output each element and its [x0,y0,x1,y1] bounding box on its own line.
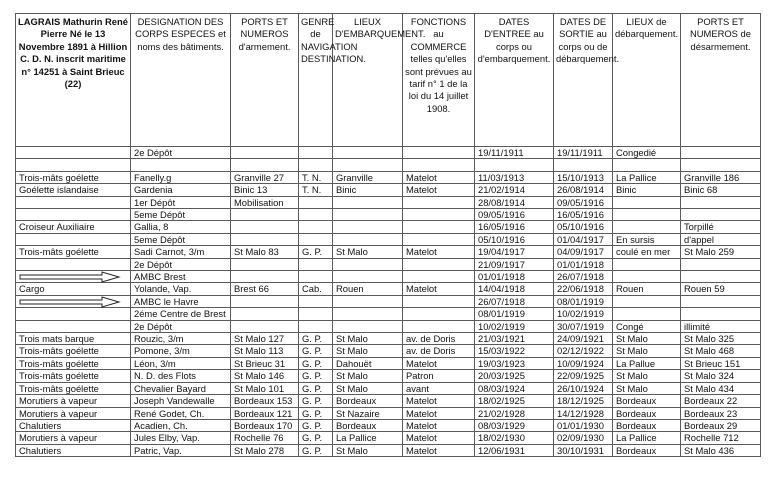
cell-date-entree: 16/05/1916 [475,221,554,233]
cell-lieu-embarquement [333,271,403,283]
cell-port-desarmement: Bordeaux 29 [681,419,761,431]
cell-port-armement: St Malo 101 [231,382,299,394]
cell-lieu-debarquement [613,196,681,208]
cell-port-armement [231,209,299,221]
cell-vessel-type [16,308,131,320]
cell-fonction: Matelot [403,357,475,369]
cell-fonction [403,147,475,159]
cell-vessel-type [16,320,131,332]
cell-port-armement: Granville 27 [231,171,299,183]
cell-lieu-debarquement: Bordeaux [613,419,681,431]
cell-port-armement: Brest 66 [231,283,299,295]
cell-port-armement: St Malo 146 [231,370,299,382]
cell-vessel-type [16,258,131,270]
cell-port-armement: St Malo 127 [231,333,299,345]
cell-date-entree: 18/02/1930 [475,432,554,444]
cell-fonction: Matelot [403,246,475,258]
cell-port-armement: Bordeaux 170 [231,419,299,431]
cell-vessel-type: Trois mats barque [16,333,131,345]
cell-port-armement [231,308,299,320]
cell-date-entree: 19/04/1917 [475,246,554,258]
cell-genre-navigation: G. P. [299,382,333,394]
cell-fonction: Matelot [403,432,475,444]
cell-port-armement [231,221,299,233]
cell-lieu-debarquement [613,295,681,307]
table-row [16,357,761,369]
cell-vessel-type: Chalutiers [16,444,131,456]
cell-genre-navigation: G. P. [299,333,333,345]
cell-port-armement [231,295,299,307]
cell-vessel-type [16,271,131,283]
cell-port-desarmement [681,271,761,283]
cell-port-desarmement [681,147,761,159]
table-row [16,395,761,407]
cell-fonction [403,271,475,283]
cell-designation: Yolande, Vap. [131,283,231,295]
cell-lieu-debarquement: Bordeaux [613,395,681,407]
cell-port-armement [231,159,299,171]
cell-date-sortie: 30/10/1931 [554,444,613,456]
cell-date-entree: 26/07/1918 [475,295,554,307]
cell-lieu-embarquement [333,221,403,233]
table-row [16,295,761,307]
cell-port-armement [231,233,299,245]
cell-port-armement: Bordeaux 153 [231,395,299,407]
table-row [16,196,761,208]
cell-designation: Sadi Carnot, 3/m [131,246,231,258]
cell-genre-navigation [299,258,333,270]
cell-lieu-debarquement: Bordeaux [613,444,681,456]
cell-designation: Rouzic, 3/m [131,333,231,345]
cell-port-desarmement: St Malo 259 [681,246,761,258]
cell-lieu-embarquement: St Nazaire [333,407,403,419]
cell-vessel-type: Morutiers à vapeur [16,395,131,407]
cell-fonction: Matelot [403,171,475,183]
cell-date-entree: 14/04/1918 [475,283,554,295]
table-row [16,432,761,444]
cell-vessel-type [16,295,131,307]
cell-vessel-type: Trois-mâts goélette [16,246,131,258]
table-row [16,159,761,171]
cell-date-sortie: 22/09/1925 [554,370,613,382]
cell-lieu-debarquement: La Pallue [613,357,681,369]
cell-port-desarmement: St Malo 325 [681,333,761,345]
cell-lieu-debarquement: Rouen [613,283,681,295]
cell-port-armement: Rochelle 76 [231,432,299,444]
cell-vessel-type [16,147,131,159]
cell-lieu-embarquement: Rouen [333,283,403,295]
table-row [16,345,761,357]
table-row [16,171,761,183]
cell-vessel-type [16,209,131,221]
cell-fonction [403,209,475,221]
cell-date-entree: 21/03/1921 [475,333,554,345]
cell-vessel-type: Trois-mâts goélette [16,382,131,394]
cell-fonction [403,196,475,208]
cell-fonction [403,221,475,233]
cell-date-sortie: 24/09/1921 [554,333,613,345]
cell-genre-navigation: T. N. [299,171,333,183]
cell-lieu-embarquement: Granville [333,171,403,183]
cell-designation: AMBC le Havre [131,295,231,307]
cell-lieu-debarquement: Binic [613,184,681,196]
cell-date-entree: 15/03/1922 [475,345,554,357]
header-designation: DESIGNATION DES CORPS ESPECES et noms des bâtiments. [131,14,231,147]
cell-genre-navigation: G. P. [299,407,333,419]
cell-genre-navigation [299,209,333,221]
cell-lieu-debarquement: coulé en mer [613,246,681,258]
cell-fonction [403,159,475,171]
cell-date-entree: 05/10/1916 [475,233,554,245]
table-row [16,419,761,431]
cell-lieu-debarquement: Congedié [613,147,681,159]
cell-genre-navigation: G. P. [299,444,333,456]
cell-date-entree: 08/01/1919 [475,308,554,320]
table-row [16,147,761,159]
cell-vessel-type: Cargo [16,283,131,295]
cell-port-desarmement [681,295,761,307]
cell-lieu-debarquement: La Pallice [613,432,681,444]
cell-vessel-type: Trois-mâts goélette [16,370,131,382]
header-fonctions: FONCTIONS au COMMERCE telles qu'elles sont prévues au tarif n° 1 de la loi du 14 juillet 1908. [403,14,475,147]
cell-date-sortie: 14/12/1928 [554,407,613,419]
cell-lieu-embarquement [333,159,403,171]
cell-port-armement: Bordeaux 121 [231,407,299,419]
cell-port-armement [231,320,299,332]
cell-lieu-embarquement [333,147,403,159]
cell-vessel-type: Goélette islandaise [16,184,131,196]
cell-vessel-type: Morutiers à vapeur [16,432,131,444]
header-dates-entree: DATES D'ENTREE au corps ou d'embarquement. [475,14,554,147]
table-row [16,258,761,270]
cell-designation: Joseph Vandewalle [131,395,231,407]
cell-genre-navigation: G. P. [299,432,333,444]
cell-date-sortie: 10/02/1919 [554,308,613,320]
cell-date-sortie: 08/01/1919 [554,295,613,307]
cell-port-armement: Mobilisation [231,196,299,208]
cell-lieu-embarquement [333,196,403,208]
cell-genre-navigation: G. P. [299,395,333,407]
table-row [16,407,761,419]
cell-fonction [403,295,475,307]
table-row [16,382,761,394]
cell-designation: Léon, 3/m [131,357,231,369]
cell-genre-navigation: T. N. [299,184,333,196]
cell-port-desarmement: St Malo 324 [681,370,761,382]
cell-port-desarmement: St Brieuc 151 [681,357,761,369]
cell-genre-navigation: G. P. [299,246,333,258]
cell-designation: N. D. des Flots [131,370,231,382]
table-row [16,246,761,258]
cell-genre-navigation [299,147,333,159]
cell-port-desarmement: Granville 186 [681,171,761,183]
cell-designation: Gallia, 8 [131,221,231,233]
cell-fonction: Matelot [403,184,475,196]
cell-port-desarmement: Bordeaux 22 [681,395,761,407]
cell-fonction [403,320,475,332]
cell-lieu-embarquement: Bordeaux [333,395,403,407]
cell-port-desarmement: illimité [681,320,761,332]
cell-port-desarmement [681,196,761,208]
cell-lieu-embarquement: St Malo [333,333,403,345]
cell-lieu-debarquement: St Malo [613,370,681,382]
cell-vessel-type: Croiseur Auxiliaire [16,221,131,233]
cell-date-sortie: 15/10/1913 [554,171,613,183]
cell-date-sortie: 22/06/1918 [554,283,613,295]
cell-designation: Chevalier Bayard [131,382,231,394]
cell-genre-navigation: G. P. [299,419,333,431]
cell-vessel-type: Trois-mâts goélette [16,345,131,357]
header-dates-sortie: DATES DE SORTIE au corps ou de débarquement. [554,14,613,147]
cell-lieu-embarquement: St Malo [333,444,403,456]
cell-lieu-debarquement [613,221,681,233]
cell-fonction: Matelot [403,444,475,456]
cell-port-desarmement: Torpillé [681,221,761,233]
cell-lieu-embarquement [333,209,403,221]
cell-date-sortie: 26/07/1918 [554,271,613,283]
cell-date-entree: 21/02/1914 [475,184,554,196]
cell-port-desarmement [681,159,761,171]
cell-date-sortie: 05/10/1916 [554,221,613,233]
cell-port-armement: St Malo 113 [231,345,299,357]
cell-date-sortie [554,159,613,171]
cell-designation: 5eme Dépôt [131,233,231,245]
cell-fonction: Matelot [403,407,475,419]
cell-date-entree: 01/01/1918 [475,271,554,283]
cell-date-entree: 19/11/1911 [475,147,554,159]
cell-date-entree: 28/08/1914 [475,196,554,208]
cell-port-desarmement [681,308,761,320]
cell-port-armement [231,258,299,270]
cell-designation: René Godet, Ch. [131,407,231,419]
cell-vessel-type [16,233,131,245]
cell-date-entree: 18/02/1925 [475,395,554,407]
cell-designation: Patric, Vap. [131,444,231,456]
cell-date-sortie: 01/04/1917 [554,233,613,245]
cell-designation: Pomone, 3/m [131,345,231,357]
cell-port-desarmement: St Malo 468 [681,345,761,357]
cell-fonction: Matelot [403,283,475,295]
cell-lieu-embarquement: St Malo [333,382,403,394]
cell-date-sortie: 10/09/1924 [554,357,613,369]
cell-designation: 2e Dépôt [131,147,231,159]
cell-designation: 1er Dépôt [131,196,231,208]
cell-date-sortie: 01/01/1930 [554,419,613,431]
cell-date-entree: 21/02/1928 [475,407,554,419]
cell-fonction: Matelot [403,395,475,407]
cell-lieu-debarquement: Bordeaux [613,407,681,419]
cell-lieu-debarquement [613,271,681,283]
table-row [16,370,761,382]
cell-date-sortie: 19/11/1911 [554,147,613,159]
cell-lieu-embarquement: La Pallice [333,432,403,444]
cell-date-sortie: 02/12/1922 [554,345,613,357]
cell-lieu-debarquement [613,159,681,171]
cell-genre-navigation [299,159,333,171]
cell-designation: 5eme Dépôt [131,209,231,221]
cell-date-sortie: 26/10/1924 [554,382,613,394]
right-arrow-icon [20,272,120,282]
cell-date-entree: 10/02/1919 [475,320,554,332]
cell-date-entree: 08/03/1929 [475,419,554,431]
cell-designation: Gardenia [131,184,231,196]
service-record-table [15,13,761,457]
cell-date-sortie: 26/08/1914 [554,184,613,196]
cell-fonction [403,308,475,320]
cell-lieu-debarquement: St Malo [613,382,681,394]
cell-vessel-type: Trois-mâts goélette [16,357,131,369]
cell-date-entree: 21/09/1917 [475,258,554,270]
cell-designation: Jules Elby, Vap. [131,432,231,444]
cell-port-desarmement: St Malo 436 [681,444,761,456]
cell-date-entree: 12/06/1931 [475,444,554,456]
cell-genre-navigation [299,233,333,245]
cell-port-desarmement: d'appel [681,233,761,245]
cell-lieu-debarquement: St Malo [613,333,681,345]
cell-fonction: Patron [403,370,475,382]
cell-designation: AMBC Brest [131,271,231,283]
cell-genre-navigation: Cab. [299,283,333,295]
cell-fonction: Matelot [403,419,475,431]
header-lieux-embarquement: LIEUX D'EMBARQUEMENT. [333,14,403,147]
header-ports-armement: PORTS ET NUMEROS d'armement. [231,14,299,147]
cell-date-sortie: 30/07/1919 [554,320,613,332]
cell-lieu-debarquement: St Malo [613,345,681,357]
cell-lieu-embarquement [333,295,403,307]
cell-date-entree: 11/03/1913 [475,171,554,183]
cell-lieu-debarquement: En sursis [613,233,681,245]
cell-vessel-type: Trois-mâts goélette [16,171,131,183]
table-row [16,221,761,233]
cell-port-desarmement: Rouen 59 [681,283,761,295]
cell-date-sortie: 18/12/1925 [554,395,613,407]
cell-genre-navigation: G. P. [299,345,333,357]
cell-fonction: avant [403,382,475,394]
right-arrow-icon [20,297,120,307]
cell-date-sortie: 01/01/1918 [554,258,613,270]
table-row [16,308,761,320]
table-row [16,271,761,283]
cell-lieu-embarquement: St Malo [333,345,403,357]
cell-port-desarmement [681,209,761,221]
cell-port-armement: St Malo 83 [231,246,299,258]
cell-genre-navigation [299,271,333,283]
header-person: LAGRAIS Mathurin René Pierre Né le 13 Novembre 1891 à Hillion C. D. N. inscrit maritime n° 14251 à Saint Brieuc (22) [16,14,131,147]
cell-lieu-embarquement: St Malo [333,370,403,382]
cell-date-entree: 09/05/1916 [475,209,554,221]
cell-fonction [403,233,475,245]
table-row [16,320,761,332]
cell-date-sortie: 09/05/1916 [554,196,613,208]
cell-lieu-embarquement: Bordeaux [333,419,403,431]
cell-genre-navigation [299,221,333,233]
cell-date-entree [475,159,554,171]
cell-date-sortie: 02/09/1930 [554,432,613,444]
cell-port-desarmement: St Malo 434 [681,382,761,394]
table-row [16,333,761,345]
cell-port-desarmement [681,258,761,270]
cell-lieu-debarquement [613,258,681,270]
cell-port-armement: St Malo 278 [231,444,299,456]
cell-fonction [403,258,475,270]
cell-port-desarmement: Rochelle 712 [681,432,761,444]
cell-lieu-embarquement: St Malo [333,246,403,258]
cell-genre-navigation: G. P. [299,357,333,369]
header-genre-navigation: GENRE de NAVIGATION DESTINATION. [299,14,333,147]
cell-designation: Fanelly.g [131,171,231,183]
table-row [16,209,761,221]
cell-port-armement: Binic 13 [231,184,299,196]
cell-designation: 2e Dépôt [131,320,231,332]
cell-fonction: av. de Doris [403,333,475,345]
cell-lieu-debarquement [613,209,681,221]
cell-lieu-embarquement: Dahouët [333,357,403,369]
header-row [16,14,761,147]
table-row [16,444,761,456]
cell-lieu-debarquement [613,308,681,320]
cell-port-desarmement: Binic 68 [681,184,761,196]
header-ports-desarmement: PORTS ET NUMEROS de désarmement. [681,14,761,147]
table-row [16,283,761,295]
cell-lieu-embarquement [333,233,403,245]
cell-vessel-type: Morutiers à vapeur [16,407,131,419]
cell-lieu-embarquement [333,258,403,270]
cell-designation: Acadien, Ch. [131,419,231,431]
cell-designation [131,159,231,171]
header-lieux-debarquement: LIEUX de débarquement. [613,14,681,147]
cell-lieu-embarquement [333,320,403,332]
cell-vessel-type [16,159,131,171]
cell-genre-navigation [299,295,333,307]
cell-lieu-debarquement: La Pallice [613,171,681,183]
cell-vessel-type: Chalutiers [16,419,131,431]
cell-lieu-debarquement: Congé [613,320,681,332]
cell-genre-navigation [299,196,333,208]
table-row [16,233,761,245]
cell-date-sortie: 04/09/1917 [554,246,613,258]
cell-genre-navigation: G. P. [299,370,333,382]
cell-date-entree: 08/03/1924 [475,382,554,394]
cell-designation: 2e Dépôt [131,258,231,270]
cell-date-entree: 20/03/1925 [475,370,554,382]
cell-port-armement [231,147,299,159]
cell-port-armement: St Brieuc 31 [231,357,299,369]
table-row [16,184,761,196]
cell-lieu-embarquement [333,308,403,320]
cell-genre-navigation [299,320,333,332]
cell-designation: 2éme Centre de Brest [131,308,231,320]
cell-fonction: av. de Doris [403,345,475,357]
cell-port-armement [231,271,299,283]
cell-date-entree: 19/03/1923 [475,357,554,369]
cell-genre-navigation [299,308,333,320]
cell-date-sortie: 16/05/1916 [554,209,613,221]
cell-port-desarmement: Bordeaux 23 [681,407,761,419]
cell-lieu-embarquement: Binic [333,184,403,196]
cell-vessel-type [16,196,131,208]
